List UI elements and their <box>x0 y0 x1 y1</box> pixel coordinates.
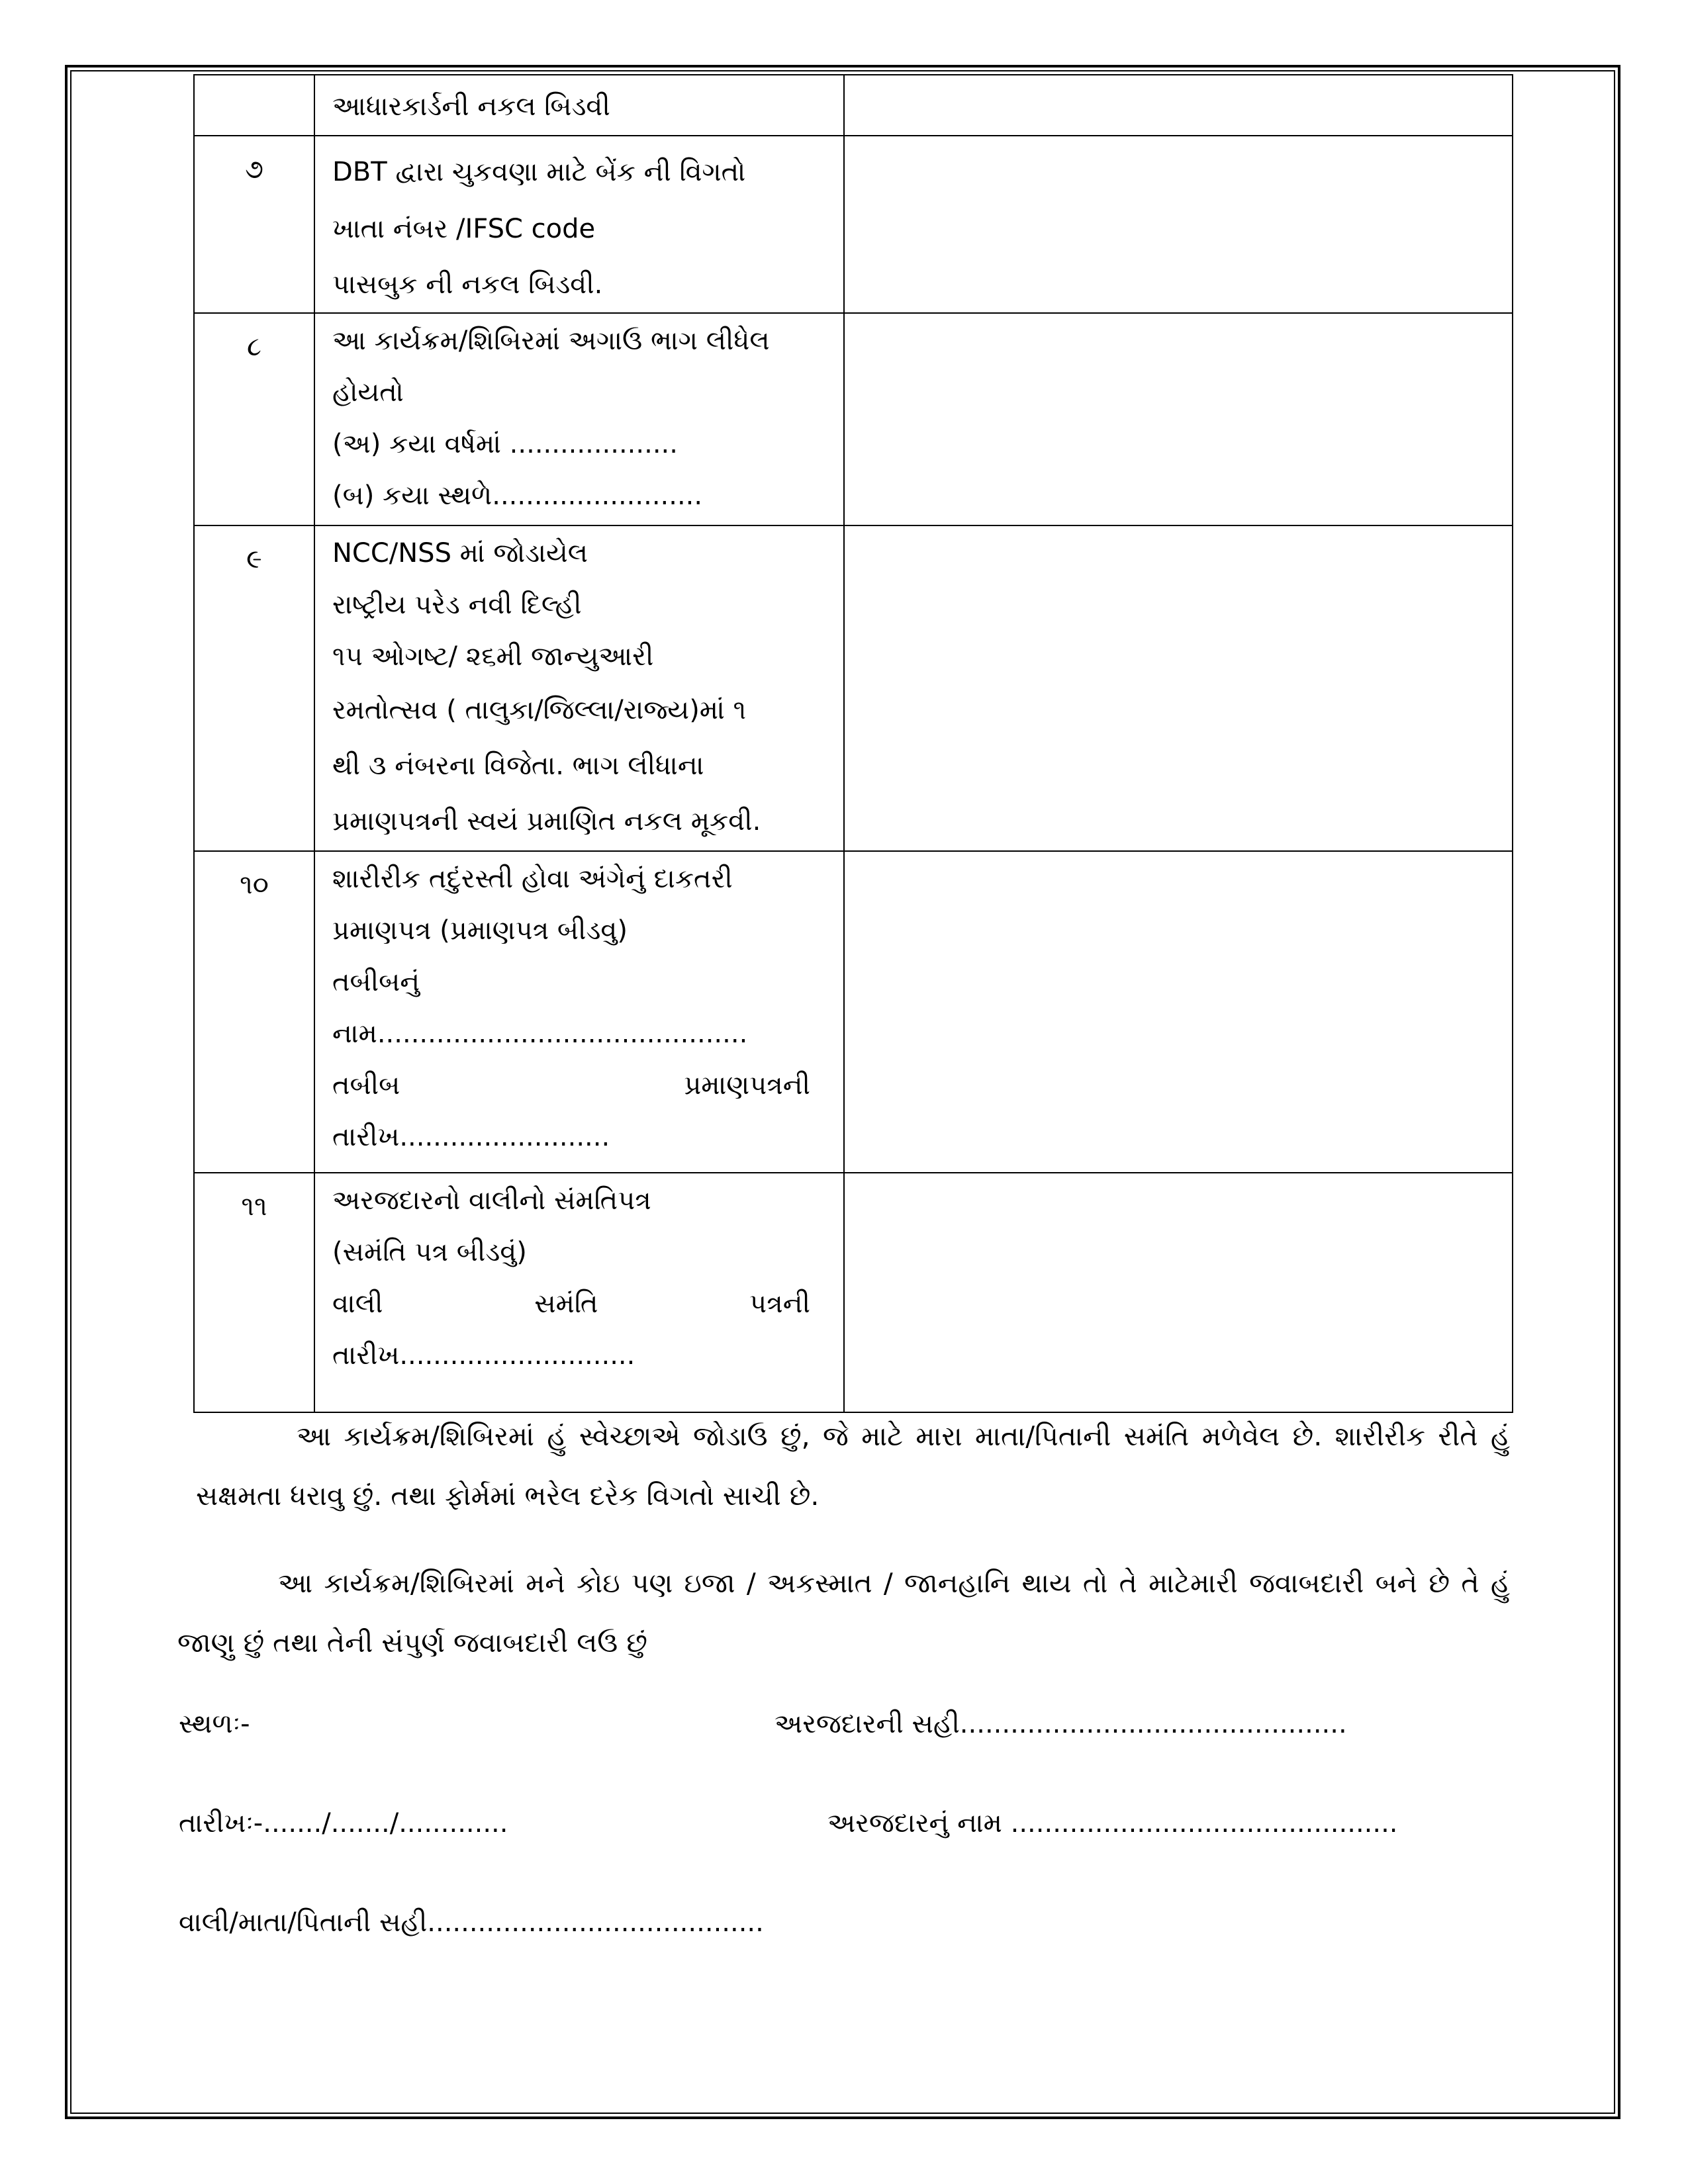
description-line: NCC/NSS માં જોડાયેલ <box>332 538 588 569</box>
row-description-cell <box>314 851 844 1173</box>
table-row <box>194 313 1513 525</box>
description-line: શારીરીક તદુંરસ્તી હોવા અંગેનું દાકતરી <box>332 864 733 894</box>
table-row <box>194 75 1513 136</box>
row-answer-cell[interactable] <box>844 525 1513 851</box>
row-number: ૯ <box>246 544 262 574</box>
description-line: થી ૩ નંબરના વિજેતા. ભાગ લીધાના <box>332 751 704 781</box>
row-description-cell <box>314 75 844 136</box>
row-number-cell <box>194 525 314 851</box>
description-line: અરજદારનો વાલીનો સંમતિપત્ર <box>332 1185 651 1216</box>
row-description-cell <box>314 1173 844 1412</box>
table-row <box>194 525 1513 851</box>
row-number-cell <box>194 75 314 136</box>
table-row <box>194 1173 1513 1412</box>
row-answer-cell[interactable] <box>844 1173 1513 1412</box>
row-number: ૧૦ <box>240 870 269 900</box>
row-number: ૧૧ <box>241 1191 267 1222</box>
declaration-paragraph-1 <box>196 1406 1510 1525</box>
description-line <box>332 1278 810 1330</box>
row-answer-cell[interactable] <box>844 75 1513 136</box>
description-line: (અ) કયા વર્ષમાં .................... <box>332 429 678 459</box>
description-line: હોયતો <box>332 377 404 408</box>
applicant-signature-line: અરજદારની સહી.............................................. <box>774 1709 1347 1739</box>
letter-label: પત્રની <box>749 1289 810 1319</box>
description-line <box>332 1060 810 1111</box>
description-line: પાસબુક ની નકલ બિડવી. <box>332 269 603 300</box>
row-answer-cell[interactable] <box>844 136 1513 313</box>
description-line: નામ............................................ <box>332 1019 748 1049</box>
consent-label: સમંતિ <box>534 1289 598 1319</box>
description-line: રાષ્ટ્રીય પરેડ નવી દિલ્હી <box>332 590 582 620</box>
description-line: આ કાર્યક્રમ/શિબિરમાં અગાઉ ભાગ લીધેલ <box>332 326 770 356</box>
date-line: તારીખઃ-......./......./............. <box>179 1808 508 1839</box>
row-description-cell <box>314 525 844 851</box>
description-line: (સમંતિ પત્ર બીડવું) <box>332 1237 527 1267</box>
description-line: તારીખ......................... <box>332 1122 610 1152</box>
declaration-paragraph-2 <box>177 1553 1510 1672</box>
description-line: ખાતા નંબર /IFSC code <box>332 214 596 244</box>
certificate-label: પ્રમાણપત્રની <box>684 1070 810 1101</box>
guardian-label: વાલી <box>332 1289 383 1319</box>
row-description-cell <box>314 136 844 313</box>
description-line: તબીબનું <box>332 967 420 997</box>
description-line: DBT દ્વારા ચુકવણા માટે બેંક ની વિગતો <box>332 157 746 187</box>
guardian-signature-line: વાલી/માતા/પિતાની સહી........................................ <box>179 1907 764 1938</box>
description-line: રમતોત્સવ ( તાલુકા/જિલ્લા/રાજ્ય)માં ૧ <box>332 695 747 725</box>
table-row <box>194 136 1513 313</box>
row-number-cell <box>194 136 314 313</box>
description-line: પ્રમાણપત્રની સ્વયં પ્રમાણિત નકલ મૂકવી. <box>332 806 761 837</box>
row-number-cell <box>194 313 314 525</box>
declaration-text-2: આ કાર્યક્રમ/શિબિરમાં મને કોઇ પણ ઇજા / અકસ્માત / જાનહાનિ થાય તો તે માટેમારી જવાબદારી બને છે તે હું જાણુ છું તથા તેની સંપુર્ણ જવાબદારી લઉ છું <box>177 1567 1510 1659</box>
row-answer-cell[interactable] <box>844 313 1513 525</box>
form-table <box>193 74 1513 1413</box>
doctor-label: તબીબ <box>332 1070 400 1101</box>
description-line: (બ) કયા સ્થળે......................... <box>332 480 703 511</box>
row-answer-cell[interactable] <box>844 851 1513 1173</box>
row-number-cell <box>194 851 314 1173</box>
description-line: પ્રમાણપત્ર (પ્રમાણપત્ર બીડવુ) <box>332 915 628 946</box>
row-number: ૮ <box>247 332 261 362</box>
row-number: ૭ <box>245 154 263 185</box>
applicant-name-line: અરજદારનું નામ .............................................. <box>827 1808 1398 1839</box>
description-line: આધારકાર્ડની નકલ બિડવી <box>332 91 610 122</box>
row-description-cell <box>314 313 844 525</box>
declaration-text-1: આ કાર્યક્રમ/શિબિરમાં હું સ્વેચ્છાએ જોડાઉ છું, જે માટે મારા માતા/પિતાની સમંતિ મળેવેલ છે. શારીરીક રીતે હું સક્ષમતા ધરાવુ છું. તથા ફોર્મમાં ભરેલ દરેક વિગતો સાચી છે. <box>196 1420 1510 1512</box>
row-number-cell <box>194 1173 314 1412</box>
description-line: તારીખ............................ <box>332 1340 635 1371</box>
description-line: ૧૫ ઓગષ્ટ/ ૨૬મી જાન્યુઆરી <box>332 641 654 672</box>
place-label: સ્થળઃ- <box>179 1709 250 1739</box>
table-row <box>194 851 1513 1173</box>
